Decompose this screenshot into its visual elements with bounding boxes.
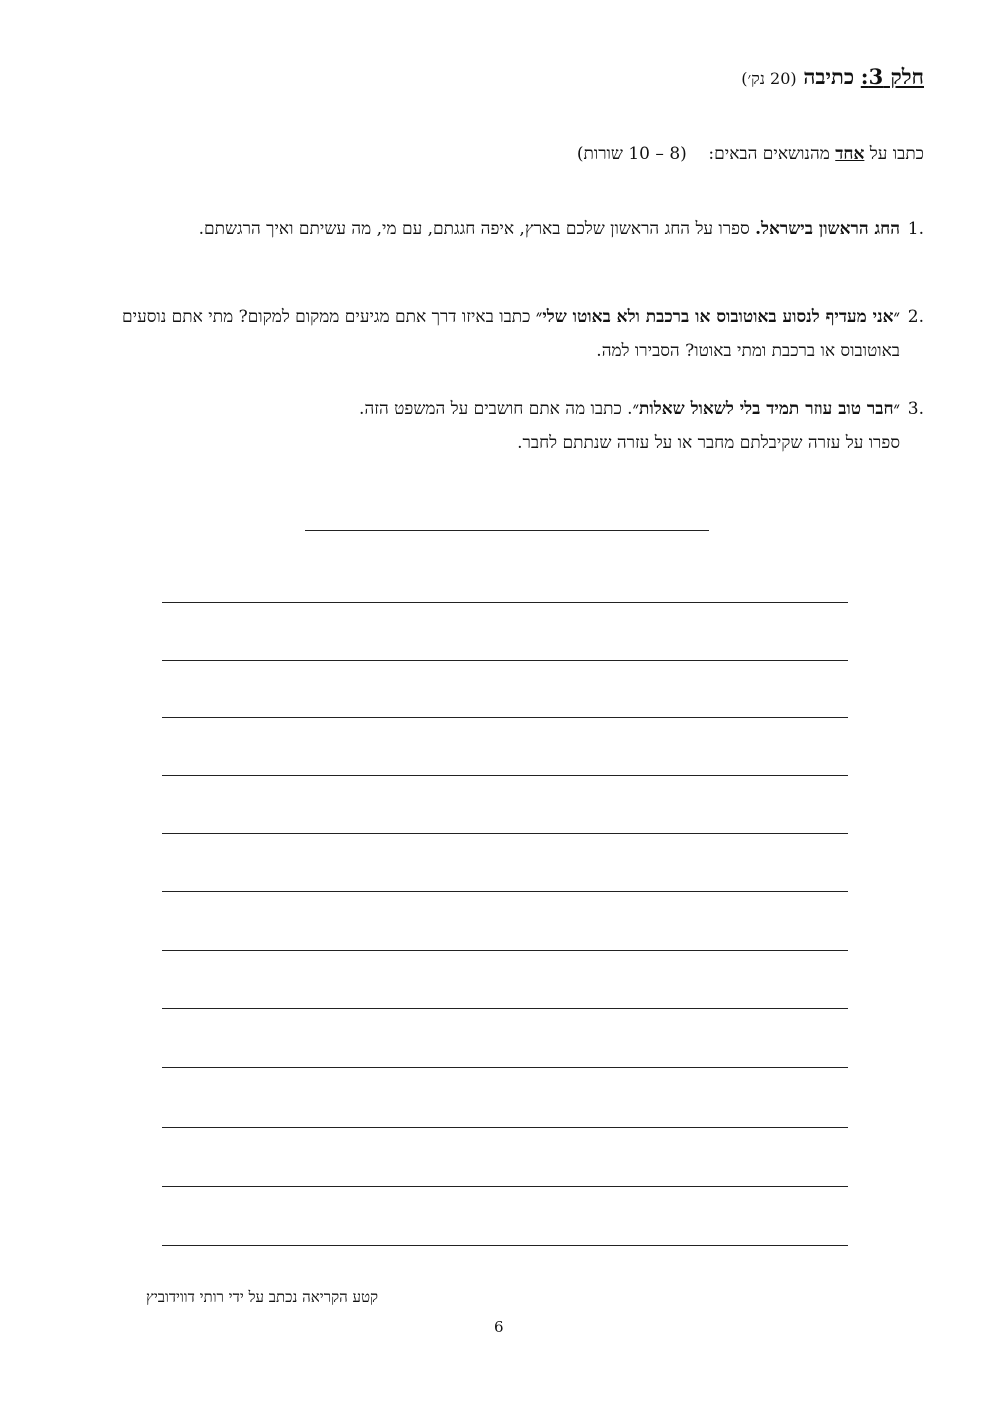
essay-title-line <box>305 530 709 531</box>
writing-line <box>162 891 848 892</box>
section-title <box>741 64 924 90</box>
part-label: חלק 3: <box>860 64 924 89</box>
topic-3-second-line: ספרו על עזרה שקיבלתם מחבר או על עזרה שנתתם לחבר. <box>517 433 900 453</box>
reading-credit: קטע הקריאה נכתב על ידי רותי דווידוביץ <box>146 1288 379 1306</box>
writing-line <box>162 1127 848 1128</box>
writing-line <box>162 717 848 718</box>
topic-2 <box>84 300 924 368</box>
instruction-suffix: מהנושאים הבאים: <box>708 144 830 164</box>
writing-line <box>162 833 848 834</box>
writing-line <box>162 660 848 661</box>
writing-line <box>162 1067 848 1068</box>
instruction-prefix: כתבו על <box>869 144 924 164</box>
section-name: כתיבה <box>803 64 855 89</box>
writing-line <box>162 775 848 776</box>
writing-line <box>162 1008 848 1009</box>
topic-3-number: .3 <box>907 399 924 419</box>
writing-line <box>162 950 848 951</box>
instruction-underlined: אחד <box>835 144 865 164</box>
writing-line <box>162 602 848 603</box>
topic-1 <box>84 212 924 246</box>
topic-3 <box>84 392 924 460</box>
topic-1-bold: החג הראשון בישראל. <box>755 219 900 239</box>
points-label: (20 נק׳) <box>741 69 797 88</box>
instruction <box>577 144 924 164</box>
topic-3-bold: ״חבר טוב עוזר תמיד בלי לשאול שאלות״ <box>632 399 900 419</box>
topic-3-text: . כתבו מה אתם חושבים על המשפט הזה. <box>359 399 633 419</box>
topic-2-number: .2 <box>907 307 924 327</box>
writing-line <box>162 1186 848 1187</box>
page-number: 6 <box>494 1318 504 1336</box>
topic-2-text: כתבו באיזו דרך אתם מגיעים ממקום למקום? מתי אתם נוסעים באוטובוס או ברכבת ומתי באוטו? הסבירו למה. <box>122 307 900 361</box>
instruction-lines-hint: (8 – 10 שורות) <box>576 144 687 164</box>
topic-2-bold: ״אני מעדיף לנסוע באוטובוס או ברכבת ולא באוטו שלי״ <box>535 307 900 327</box>
writing-line <box>162 1245 848 1246</box>
topic-1-number: .1 <box>907 219 924 239</box>
topic-1-text: ספרו על החג הראשון שלכם בארץ, איפה חגגתם, עם מי, מה עשיתם ואיך הרגשתם. <box>198 219 756 239</box>
